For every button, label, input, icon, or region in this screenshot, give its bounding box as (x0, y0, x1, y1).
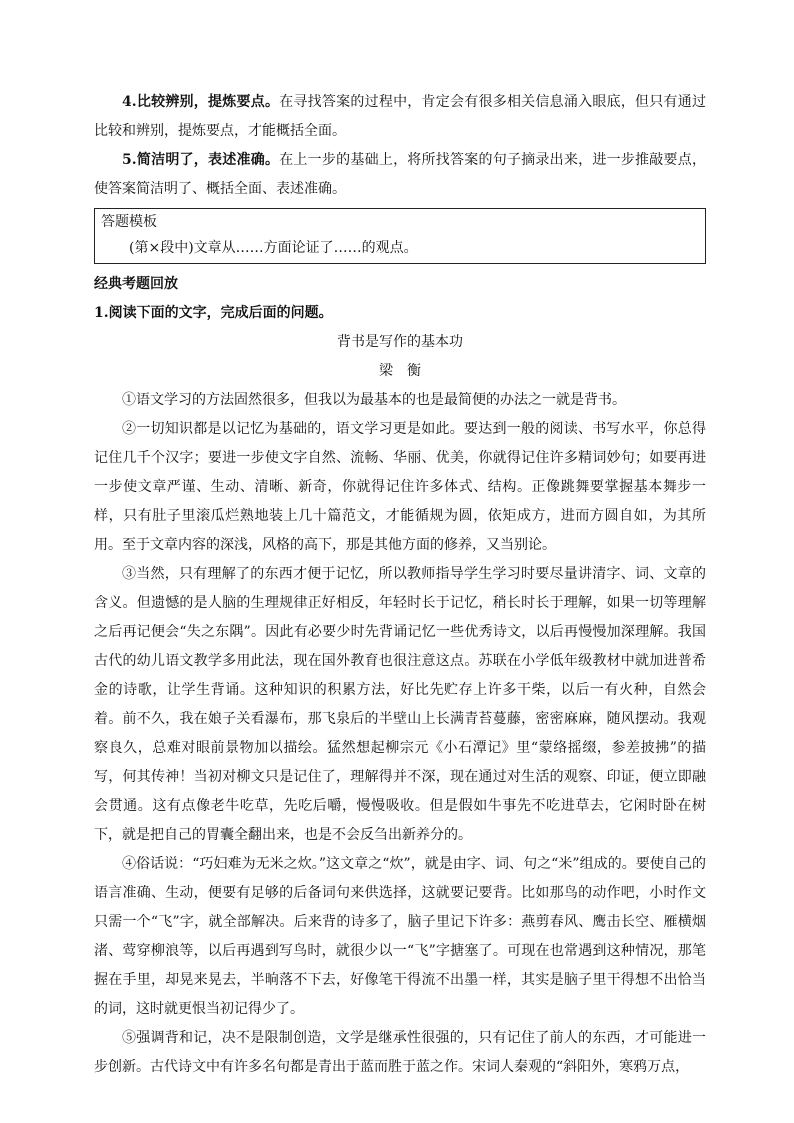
point-4-text: 在寻找答案的过程中，肯定会有很多相关信息涌入眼底，但只有通过比较和辨别，提炼要点，才能概括全面。 (94, 94, 706, 139)
article-paragraph-5: ⑤强调背和记，决不是限制创造，文学是继承性很强的，只有记住了前人的东西，才可能进一步创新。古代诗文中有许多名句都是青出于蓝而胜于蓝之作。宋词人秦观的“斜阳外，寒鸦万点， (94, 1030, 706, 1075)
article-paragraph-3: ③当然，只有理解了的东西才便于记忆，所以教师指导学生学习时要尽量讲清字、词、文章的含义。但遗憾的是人脑的生理规律正好相反，年轻时长于记忆，稍长时长于理解，如果一切等理解之后再记便会“失之东隅”。因此有必要少时先背诵记忆一些优秀诗文，以后再慢慢加深理解。我国古代的幼儿语文教学多用此法，现在国外教育也很注意这点。苏联在小学低年级教材中就加进普希金的诗歌，让学生背诵。这种知识的积累方法，好比先贮存上许多干柴，以后一有火种，自然会着。前不久，我在娘子关看瀑布，那飞泉后的半壁山上长满青苔蔓藤，密密麻麻，随风摆动。我观察良久，总难对眼前景物加以描绘。猛然想起柳宗元《小石潭记》里“蒙络摇缀，参差披拂”的描写，何其传神！当初对柳文只是记住了，理解得并不深，现在通过对生活的观察、印证，便立即融会贯通。这有点像老牛吃草，先吃后嚼，慢慢吸收。但是假如牛事先不吃进草去，它闲时卧在树下，就是把自己的胃囊全翻出来，也是不会反刍出新养分的。 (94, 566, 706, 843)
point-4-lead: 4.比较辨别，提炼要点。 (122, 94, 280, 110)
answer-template-title: 答题模板 (101, 214, 157, 230)
answer-template-box (94, 208, 706, 264)
section-heading: 经典考题回放 (94, 276, 178, 292)
question-prompt: 1.阅读下面的文字，完成后面的问题。 (94, 305, 333, 321)
document-content (94, 88, 706, 1082)
point-5-lead: 5.简洁明了，表述准确。 (122, 152, 280, 168)
point-5 (94, 146, 706, 204)
answer-template-content: (第×段中)文章从……方面论证了……的观点。 (129, 240, 418, 256)
article-paragraph-4: ④俗话说：“巧妇难为无米之炊。”这文章之“炊”，就是由字、词、句之“米”组成的。要使自己的语言准确、生动，便要有足够的后备词句来供选择，这就要记要背。比如那鸟的动作吧，小时作文只需一个“飞”字，就全部解决。后来背的诗多了，脑子里记下许多：燕剪春风、鹰击长空、雁横烟渚、莺穿柳浪等，以后再遇到写鸟时，就很少以一“飞”字搪塞了。可现在也常遇到这种情况，那笔握在手里，却晃来晃去，半晌落不下去，好像笔干得流不出墨一样，其实是脑子里干得想不出恰当的词，这时就更恨当初记得少了。 (94, 856, 706, 1017)
article-paragraph-1: ①语文学习的方法固然很多，但我以为最基本的也是最简便的办法之一就是背书。 (122, 392, 626, 408)
point-4 (94, 88, 706, 146)
point-5-text: 在上一步的基础上，将所找答案的句子摘录出来，进一步推敲要点，使答案简洁明了、概括全面、表述准确。 (94, 152, 706, 197)
article-paragraph-2: ②一切知识都是以记忆为基础的，语文学习更是如此。要达到一般的阅读、书写水平，你总得记住几千个汉字；要进一步使文字自然、流畅、华丽、优美，你就得记住许多精词妙句；如要再进一步使文章严谨、生动、清晰、新奇，你就得记住许多体式、结构。正像跳舞要掌握基本舞步一样，只有肚子里滚瓜烂熟地装上几十篇范文，才能循规为圆，依矩成方，进而方圆自如，为其所用。至于文章内容的深浅，风格的高下，那是其他方面的修养，又当别论。 (94, 421, 706, 553)
article-author: 梁衡 (379, 363, 435, 379)
article-title: 背书是写作的基本功 (337, 334, 463, 350)
